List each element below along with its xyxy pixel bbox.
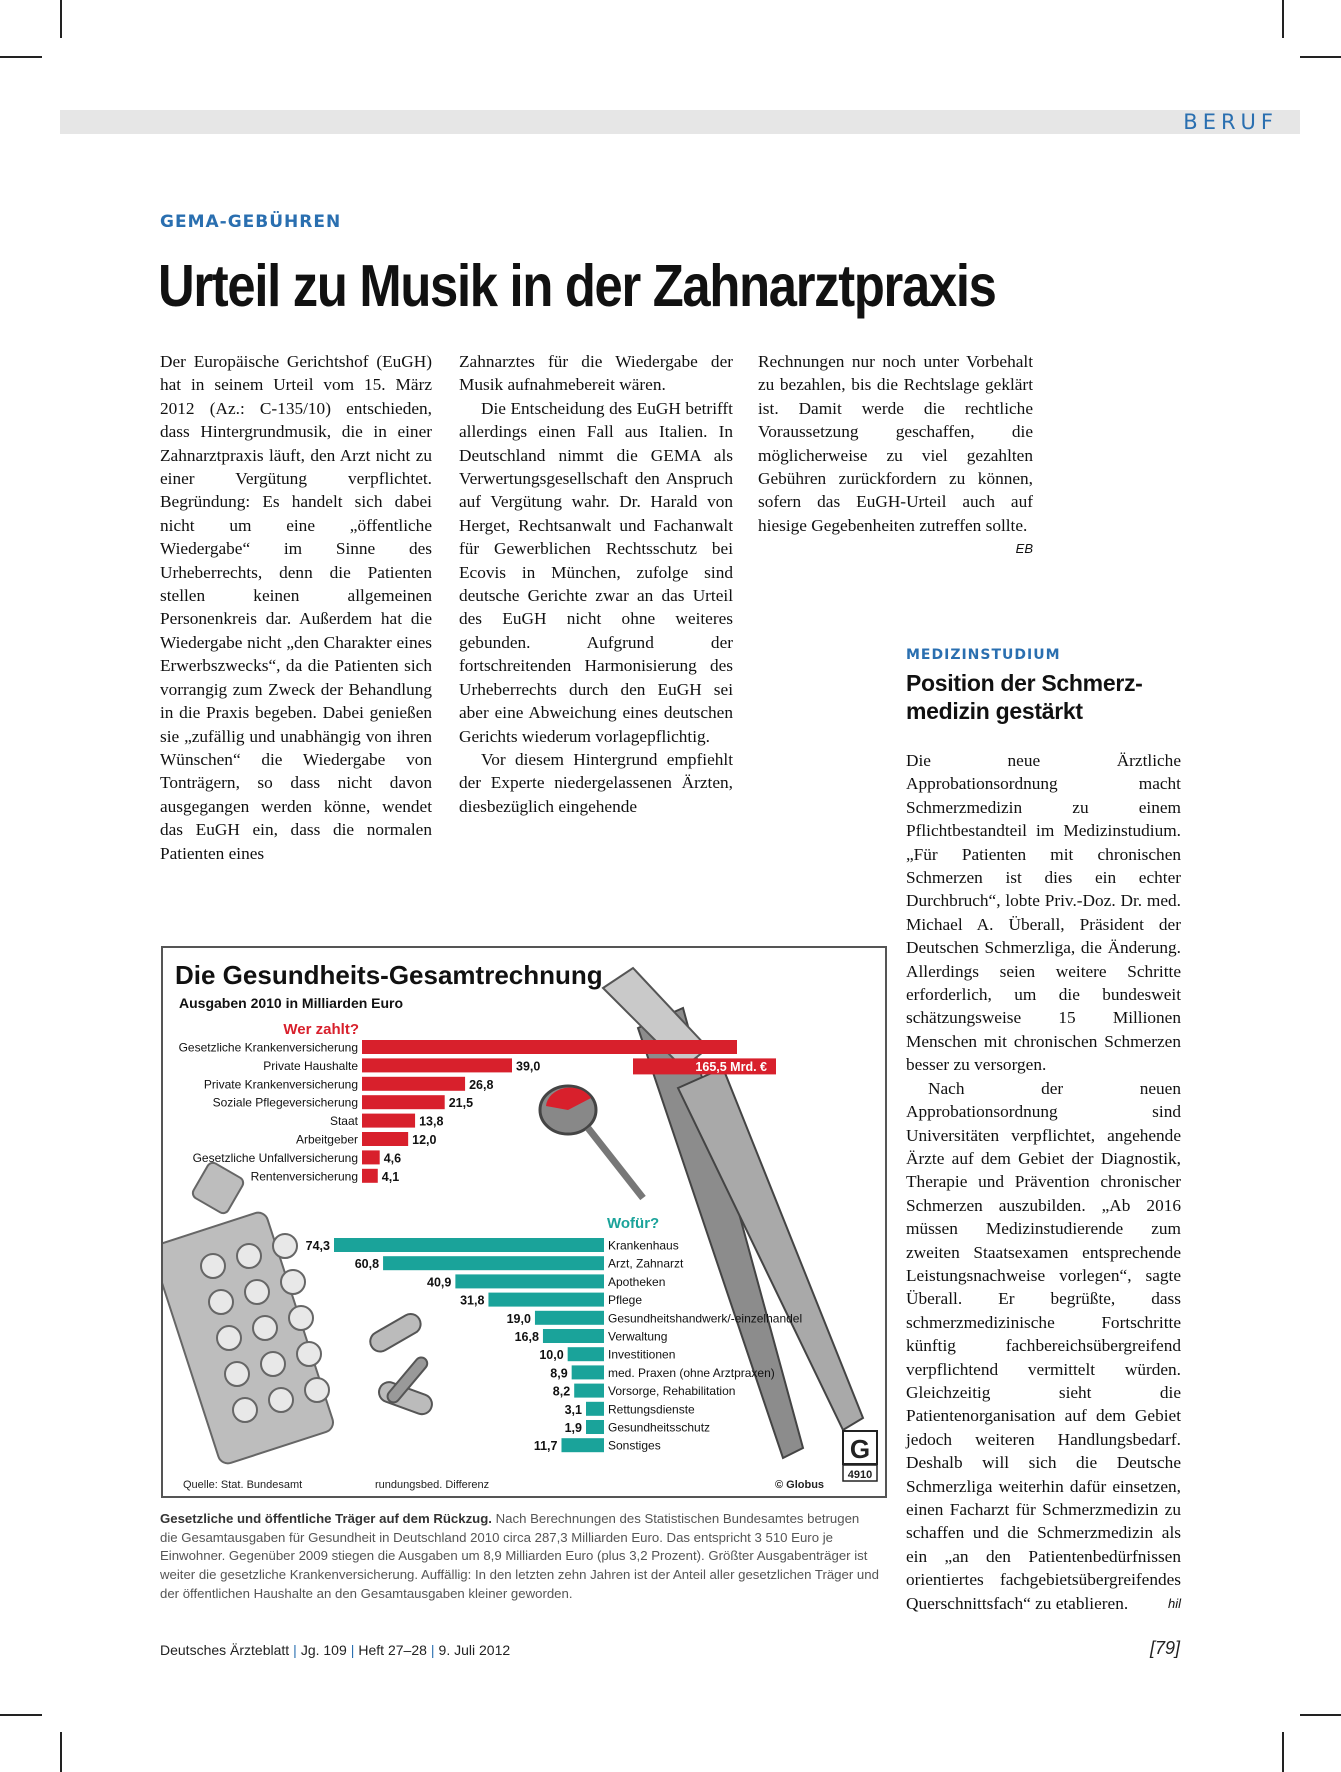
health-expenditure-chart <box>163 948 885 1496</box>
payer-value-label: 4,6 <box>383 1151 402 1166</box>
payer-value-label: 13,8 <box>419 1114 444 1129</box>
chart-note: rundungsbed. Differenz <box>375 1479 490 1491</box>
use-bar <box>574 1384 604 1398</box>
use-value-label: 3,1 <box>564 1402 582 1417</box>
pill-dot <box>273 1234 297 1258</box>
article-kicker: MEDIZINSTUDIUM <box>906 647 1061 663</box>
group-label-who-pays: Wer zahlt? <box>283 1021 359 1038</box>
paragraph: Vor diesem Hintergrund empfiehlt der Experte niedergelassenen Ärzten, diesbezüglich eingehende <box>459 749 733 816</box>
journal-name: Deutsches Ärzteblatt <box>160 1642 290 1658</box>
use-value-label: 31,8 <box>460 1293 485 1308</box>
group-label-what-for: Wofür? <box>607 1215 660 1232</box>
payer-category-label: Rentenversicherung <box>250 1169 358 1184</box>
payer-value-label: 12,0 <box>412 1133 437 1147</box>
crop-mark <box>1282 1732 1284 1772</box>
headline-line: Position der Schmerz- <box>906 670 1143 696</box>
use-category-label: Vorsorge, Rehabilitation <box>608 1384 736 1399</box>
article-kicker: GEMA-GEBÜHREN <box>160 212 342 232</box>
use-category-label: Sonstiges <box>608 1438 661 1453</box>
paragraph-text: Rechnungen nur noch unter Vorbehalt zu bezahlen, bis die Rechtslage geklärt ist. Damit werde die rechtliche Voraussetzung geschaffen, die möglicherweise zu viel gezahlten Gebühren zurückfordern zu können, sofern das EuGH-Urteil auch auf hiesige Gegebenheiten zutreffen sollte. <box>758 352 1033 535</box>
use-bar <box>543 1329 604 1343</box>
use-category-label: med. Praxen (ohne Arztpraxen) <box>608 1365 775 1380</box>
use-value-label: 60,8 <box>354 1257 380 1272</box>
payer-bar <box>362 1058 512 1072</box>
pill-dot <box>217 1326 241 1350</box>
page-number: [79] <box>1150 1638 1181 1658</box>
pill-dot <box>305 1378 329 1402</box>
pill-dot <box>245 1280 269 1304</box>
chart-source: Quelle: Stat. Bundesamt <box>183 1479 303 1491</box>
figure-caption <box>160 1510 880 1604</box>
payer-value-label: 21,5 <box>448 1096 474 1111</box>
article-headline: Urteil zu Musik in der Zahnarztpraxis <box>158 253 996 319</box>
payer-category-label: Staat <box>329 1114 358 1129</box>
chart-code: 4910 <box>847 1469 873 1481</box>
author-signature: hil <box>1167 1595 1181 1611</box>
paragraph-text: Nach der neuen Approbationsordnung sind Universitäten verpflichtet, angehende Ärzte auf dem Gebiet der Diagnostik, Therapie und Prävention chronischer Schmerzen auszubilden. „Ab 2016 müssen Medizinstudierende zum zweiten Staatsexamen entsprechende Leistungsnachweise vorlegen“, sagte Überall. Er begrüßte, dass schmerzmedizinische Fortschritte künftig fachbereichsübergreifend verpflichtend vermittelt würden. Gleichzeitig sieht die Patientenorganisation auf dem Gebiet jedoch weiteren Handlungsbedarf. Deshalb will sich die Deutsche Schmerzliga weiterhin dafür einsetzen, einen Facharzt für Schmerzmedizin zu schaffen und die Schmerzmedizin als ein „an den Patientenbedürfnissen orientiertes fachgebietsübergreifendes Querschnittsfach“ zu etablieren. <box>906 1078 1181 1613</box>
paragraph: Die neue Ärztliche Approbationsordnung macht Schmerzmedizin zu einem Pflichtbestandteil im Medizinstudium. „Für Patienten mit chronischen Schmerzen ist dies ein echter Durchbruch“, lobte Priv.-Doz. Dr. med. Michael A. Überall, Präsident der Deutschen Schmerzliga, die Änderung. Allerdings seien weitere Schritte erforderlich, um die bundesweit schätzungsweise 15 Millionen Menschen mit chronischen Schmerzen besser zu versorgen. <box>906 751 1181 1075</box>
caption-text: Nach Berechnungen des Statistischen Bundesamtes betrugen die Gesamtausgaben für Gesundheit in Deutschland 2010 circa 287,3 Milliarden Euro. Das entspricht 3 510 Euro je Einwohner. Gegenüber 2009 stiegen die Ausgaben um 8,9 Milliarden Euro (plus 3,2 Prozent). Größter Ausgabenträger ist weiter die gesetzliche Krankenversicherung. Auffällig: In den letzten zehn Jahren ist der Anteil aller gesetzlichen Träger und der öffentlichen Haushalte an den Gesamtausgaben kleiner geworden. <box>160 1511 879 1601</box>
use-bar <box>572 1365 604 1379</box>
dental-mirror-illustration <box>540 1086 643 1198</box>
headline-line: medizin gestärkt <box>906 698 1083 724</box>
pill-dot <box>237 1244 261 1268</box>
section-header-bar <box>60 110 1300 134</box>
payer-bar <box>362 1114 415 1128</box>
use-bar <box>568 1347 604 1361</box>
payer-value-label: 165,5 Mrd. € <box>695 1059 767 1074</box>
article-column-4 <box>906 749 1181 1615</box>
payer-bar <box>362 1150 380 1164</box>
chart-subtitle: Ausgaben 2010 in Milliarden Euro <box>179 995 404 1011</box>
author-signature: EB <box>1015 541 1033 557</box>
payer-bar <box>362 1169 378 1183</box>
use-category-label: Gesundheitsschutz <box>608 1420 711 1435</box>
paragraph: Zahnarztes für die Wiedergabe der Musik aufnahmebereit wären. <box>459 352 733 395</box>
pill-dot <box>233 1398 257 1422</box>
article-headline <box>906 669 1186 725</box>
payer-value-label: 39,0 <box>516 1059 541 1074</box>
capsule-illustration <box>367 1310 435 1417</box>
crop-mark <box>0 1714 42 1716</box>
payer-category-label: Private Haushalte <box>263 1058 358 1073</box>
use-value-label: 10,0 <box>539 1348 564 1363</box>
journal-date: 9. Juli 2012 <box>438 1642 511 1658</box>
payer-category-label: Arbeitgeber <box>295 1132 358 1147</box>
use-category-label: Apotheken <box>608 1274 666 1289</box>
crop-mark <box>60 1732 62 1772</box>
article-column-1 <box>160 350 432 865</box>
pill-dot <box>201 1254 225 1278</box>
crop-mark <box>0 56 42 58</box>
use-bar <box>586 1420 604 1434</box>
payer-category-label: Gesetzliche Unfallversicherung <box>192 1150 358 1165</box>
use-category-label: Rettungsdienste <box>608 1402 695 1417</box>
payer-category-label: Gesetzliche Krankenversicherung <box>178 1040 358 1055</box>
use-category-label: Arzt, Zahnarzt <box>608 1256 684 1271</box>
pill-dot <box>225 1362 249 1386</box>
chart-title: Die Gesundheits-Gesamtrechnung <box>175 960 603 990</box>
use-category-label: Investitionen <box>608 1347 676 1362</box>
use-bar <box>383 1256 604 1270</box>
caption-bold: Gesetzliche und öffentliche Träger auf dem Rückzug. <box>160 1511 492 1526</box>
payer-bar <box>362 1040 737 1054</box>
infographic <box>161 946 887 1498</box>
use-value-label: 8,2 <box>552 1384 571 1399</box>
use-bar <box>334 1238 604 1252</box>
journal-issue: Heft 27–28 <box>358 1642 427 1658</box>
paragraph: Der Europäische Gerichtshof (EuGH) hat in seinem Urteil vom 15. März 2012 (Az.: C-135/10) entschieden, dass Hintergrundmusik, die in einer Zahnarztpraxis läuft, den Arzt nicht zu einer Vergütung verpflichtet. Begründung: Es handelt sich dabei nicht um eine „öffentliche Wiedergabe“ im Sinne des Urheberrechts, denn die Patienten stellen keinen allgemeinen Personenkreis dar. Außerdem hat die Wiedergabe nicht „den Charakter eines Erwerbszwecks“, da die Patienten sich vorrangig zum Zweck der Behandlung in die Praxis begeben. Dabei genießen sie „zufällig und unabhängig von ihren Wünschen“ die Wiedergabe von Tonträgern, so dass nicht davon ausgegangen werden könne, wendet das EuGH ein, dass die normalen Patienten eines <box>160 352 432 863</box>
payer-category-label: Private Krankenversicherung <box>203 1077 358 1092</box>
paragraph: Die Entscheidung des EuGH betrifft allerdings einen Fall aus Italien. In Deutschland nimmt die GEMA als Verwertungsgesellschaft den Anspruch auf Vergütung wahr. Dr. Harald von Herget, Rechtsanwalt und Fachanwalt für Gewerblichen Rechtsschutz bei Ecovis in München, zufolge sind deutsche Gerichte zwar an das Urteil des EuGH nicht ohne weiteres gebunden. Aufgrund der fortschreitenden Harmonisierung des Urheberrechts durch den EuGH sei aber eine Abweichung eines deutschen Gerichts wiederum vorlagepflichtig. <box>459 398 733 746</box>
payer-category-label: Soziale Pflegeversicherung <box>212 1095 358 1110</box>
payer-value-label: 26,8 <box>469 1077 494 1092</box>
payer-bar <box>362 1077 465 1091</box>
crop-mark <box>60 0 62 38</box>
chart-credit: © Globus <box>775 1479 825 1491</box>
pill-dot <box>281 1270 305 1294</box>
section-label: BERUF <box>1183 110 1278 134</box>
payer-bar <box>362 1132 408 1146</box>
use-bar <box>488 1293 604 1307</box>
pill-dot <box>253 1316 277 1340</box>
crop-mark <box>1300 56 1341 58</box>
payer-value-label: 4,1 <box>381 1169 400 1184</box>
page-footer: Deutsches Ärzteblatt | Jg. 109 | Heft 27–28 | 9. Juli 2012 <box>160 1642 511 1658</box>
use-category-label: Verwaltung <box>608 1329 668 1344</box>
paragraph <box>758 350 1033 557</box>
crop-mark <box>1282 0 1284 38</box>
crop-mark <box>1300 1714 1341 1716</box>
article-column-2 <box>459 350 733 818</box>
use-value-label: 1,9 <box>564 1421 582 1435</box>
use-bar <box>561 1438 604 1452</box>
journal-volume: Jg. 109 <box>300 1642 347 1658</box>
use-value-label: 74,3 <box>305 1239 330 1253</box>
use-value-label: 8,9 <box>550 1366 568 1381</box>
use-bar <box>586 1402 604 1416</box>
pill-dot <box>297 1342 321 1366</box>
pill-dot <box>289 1306 313 1330</box>
use-value-label: 16,8 <box>514 1330 539 1344</box>
use-value-label: 40,9 <box>427 1275 452 1290</box>
use-bar <box>455 1274 604 1288</box>
use-category-label: Krankenhaus <box>608 1238 679 1253</box>
pill-dot <box>261 1352 285 1376</box>
pill-dot <box>269 1388 293 1412</box>
use-value-label: 19,0 <box>506 1311 531 1326</box>
use-category-label: Gesundheitshandwerk/-einzelhandel <box>608 1311 803 1326</box>
use-value-label: 11,7 <box>533 1439 558 1454</box>
globus-logo <box>843 1431 877 1481</box>
payer-bar <box>362 1095 445 1109</box>
globus-logo-letter: G <box>849 1434 871 1464</box>
pill-dot <box>209 1290 233 1314</box>
use-bar <box>535 1311 604 1325</box>
paragraph <box>906 1077 1181 1615</box>
article-column-3 <box>758 350 1033 561</box>
use-category-label: Pflege <box>608 1293 643 1308</box>
